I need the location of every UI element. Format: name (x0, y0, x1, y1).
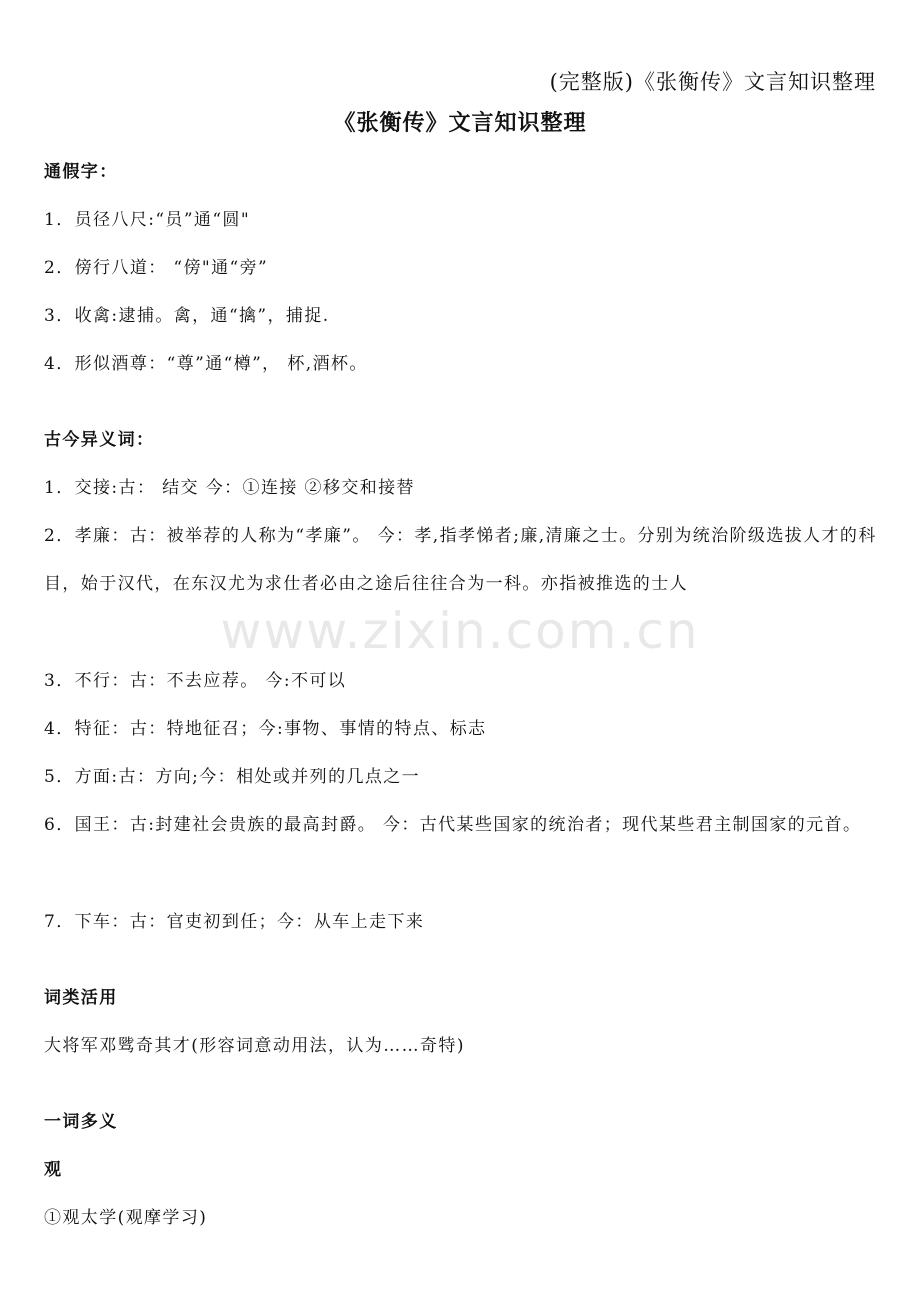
list-item: 3．收禽:逮捕。禽，通“擒”，捕捉. (44, 306, 330, 326)
section-heading-gujin: 古今异义词： (44, 430, 155, 450)
list-item: 1．交接:古： 结交 今：①连接 ②移交和接替 (44, 478, 415, 498)
section-heading-cilei: 词类活用 (44, 988, 118, 1008)
list-item: ①观太学(观摩学习) (44, 1208, 208, 1228)
list-item: 5．方面:古：方向;今：相处或并列的几点之一 (44, 767, 421, 787)
list-item: 3．不行：古：不去应荐。 今:不可以 (44, 671, 347, 691)
list-item: 7．下车：古：官吏初到任；今：从车上走下来 (44, 912, 425, 932)
list-item: 2．孝廉：古：被举荐的人称为“孝廉”。 今：孝,指孝悌者;廉,清廉之士。分别为统治阶级选拔人才的科目，始于汉代，在东汉尤为求仕者必由之途后往往合为一科。亦指被推选的士人 (44, 526, 877, 594)
page-title: 《张衡传》文言知识整理 (333, 110, 587, 136)
list-item: 1．员径八尺:“员”通“圆" (44, 210, 251, 230)
list-item: 2．傍行八道： “傍"通“旁” (44, 258, 269, 278)
section-heading-yiciduoyi: 一词多义 (44, 1112, 118, 1132)
list-item: 6．国王：古:封建社会贵族的最高封爵。 今：古代某些国家的统治者；现代某些君主制国家的元首。 (44, 815, 862, 835)
watermark: www.zixin.com.cn (220, 602, 700, 660)
section-heading-tongjiazi: 通假字： (44, 162, 118, 182)
list-item: 大将军邓骘奇其才(形容词意动用法，认为……奇特) (44, 1036, 465, 1056)
list-item: 4．特征：古：特地征召；今:事物、事情的特点、标志 (44, 719, 487, 739)
header-title: (完整版)《张衡传》文言知识整理 (549, 70, 876, 94)
word-heading: 观 (44, 1160, 63, 1180)
list-item: 4．形似酒尊：“尊”通“樽”， 杯,酒杯。 (44, 354, 368, 374)
